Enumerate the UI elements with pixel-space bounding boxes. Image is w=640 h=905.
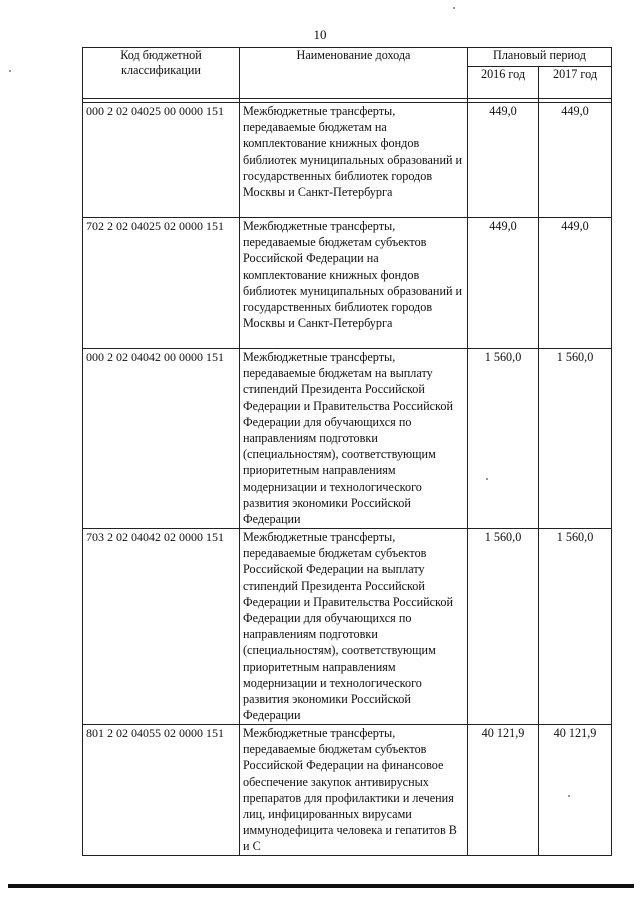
row-value-2016: 449,0 (468, 103, 539, 218)
row-name: Межбюджетные трансферты, передаваемые бюджетам на выплату стипендий Президента Российской Федерации и Правительства Российской Федерации для обучающихся по направлениям подготовки (специальностям), соответствующим приоритетным направлениям модернизации и технологического развития экономики Российской Федерации (240, 349, 468, 529)
scan-speck (486, 478, 488, 480)
scan-edge-bar (8, 884, 634, 888)
table-row (83, 529, 612, 725)
row-code: 702 2 02 04025 02 0000 151 (83, 218, 240, 349)
scan-speck (453, 7, 455, 9)
header-budget-code: Код бюджетной классификации (83, 48, 240, 99)
row-name: Межбюджетные трансферты, передаваемые бюджетам субъектов Российской Федерации на выплату стипендий Президента Российской Федерации и Правительства Российской Федерации для обучающихся по направлениям подготовки (специальностям), соответствующим приоритетным направлениям модернизации и технологического развития экономики Российской Федерации (240, 529, 468, 725)
row-value-2016: 1 560,0 (468, 349, 539, 529)
row-code: 801 2 02 04055 02 0000 151 (83, 725, 240, 856)
row-value-2017: 1 560,0 (539, 529, 612, 725)
row-value-2017: 1 560,0 (539, 349, 612, 529)
row-code: 703 2 02 04042 02 0000 151 (83, 529, 240, 725)
row-value-2016: 1 560,0 (468, 529, 539, 725)
row-code: 000 2 02 04042 00 0000 151 (83, 349, 240, 529)
table-row (83, 103, 612, 218)
row-value-2016: 449,0 (468, 218, 539, 349)
scan-speck (568, 795, 570, 797)
row-name: Межбюджетные трансферты, передаваемые бюджетам на комплектование книжных фондов библиотек муниципальных образований и государственных библиотек городов Москвы и Санкт-Петербурга (240, 103, 468, 218)
header-year-2017: 2017 год (539, 67, 612, 99)
table-row (83, 218, 612, 349)
page-number: 10 (313, 27, 327, 42)
header-year-2016: 2016 год (468, 67, 539, 99)
row-name: Межбюджетные трансферты, передаваемые бюджетам субъектов Российской Федерации на комплектование книжных фондов библиотек муниципальных образований и государственных библиотек городов Москвы и Санкт-Петербурга (240, 218, 468, 349)
header-planning-period: Плановый период (468, 48, 612, 67)
row-value-2017: 449,0 (539, 218, 612, 349)
row-value-2017: 449,0 (539, 103, 612, 218)
header-revenue-name: Наименование дохода (240, 48, 468, 99)
revenue-table (82, 47, 612, 856)
row-name: Межбюджетные трансферты, передаваемые бюджетам субъектов Российской Федерации на финансовое обеспечение закупок антивирусных препаратов для профилактики и лечения лиц, инфицированных вирусами иммунодефицита человека и гепатитов В и С (240, 725, 468, 856)
row-code: 000 2 02 04025 00 0000 151 (83, 103, 240, 218)
row-value-2016: 40 121,9 (468, 725, 539, 856)
scan-speck (9, 70, 11, 72)
table-row (83, 349, 612, 529)
table-row (83, 725, 612, 856)
row-value-2017: 40 121,9 (539, 725, 612, 856)
